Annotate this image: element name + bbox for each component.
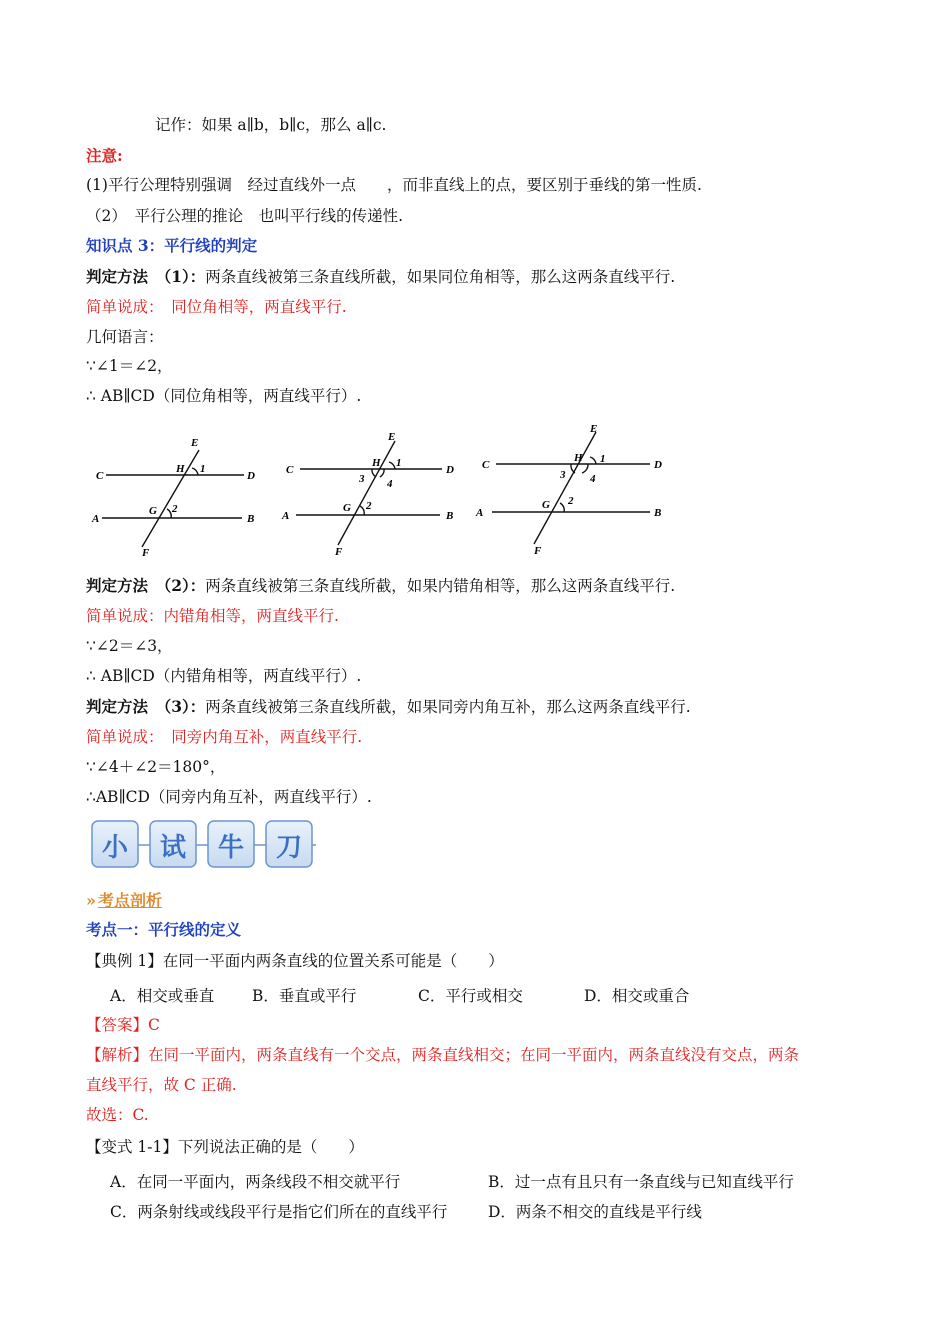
- label-g: G: [343, 502, 351, 514]
- exam-point-1-title: 考点一：平行线的定义: [86, 920, 242, 939]
- method-2: [86, 576, 675, 596]
- method-2-text: 两条直线被第三条直线所截，如果内错角相等，那么这两条直线平行.: [205, 577, 676, 595]
- label-f: F: [534, 545, 542, 557]
- label-e: E: [590, 423, 598, 435]
- method-2-simple-label: 简单说成：: [86, 607, 164, 625]
- variant-1-1-option-d: D．两条不相交的直线是平行线: [488, 1203, 702, 1221]
- diagram-same-side-interior-angles: [474, 420, 674, 562]
- method-3-because: ∵∠4＋∠2＝180°，: [86, 758, 226, 776]
- label-g: G: [542, 499, 550, 511]
- banner-tile-2: [150, 821, 196, 867]
- variant-1-1-option-c: C．两条射线或线段平行是指它们所在的直线平行: [110, 1203, 448, 1221]
- label-3: 3: [560, 469, 566, 481]
- method-1-simple: [86, 297, 347, 317]
- angle-1-arc: [192, 468, 198, 475]
- angle-4-arc: [582, 464, 588, 473]
- example-1-answer: 【答案】C: [86, 1016, 160, 1034]
- angle-1-arc: [590, 457, 596, 464]
- double-chevron-icon: »: [86, 891, 96, 910]
- diagram-corresponding-angles: [86, 432, 266, 562]
- line-ef: [534, 432, 596, 544]
- knowledge-point-3-title: 知识点 3：平行线的判定: [86, 236, 258, 255]
- label-e: E: [388, 431, 396, 443]
- label-h: H: [372, 457, 381, 469]
- example-1-analysis-line-2: 直线平行，故 C 正确.: [86, 1076, 237, 1094]
- note-title: 注意:: [86, 146, 123, 165]
- method-2-simple: [86, 606, 339, 626]
- method-2-because: ∵∠2＝∠3，: [86, 637, 173, 655]
- label-d: D: [654, 459, 662, 471]
- method-3: [86, 697, 691, 717]
- method-1-simple-label: 简单说成：: [86, 298, 156, 316]
- example-1-option-c: C．平行或相交: [418, 987, 523, 1005]
- method-3-simple-label: 简单说成：: [86, 728, 156, 746]
- method-3-simple: [86, 727, 362, 747]
- label-f: F: [335, 546, 343, 558]
- method-1-text: 两条直线被第三条直线所截，如果同位角相等，那么这两条直线平行.: [205, 268, 676, 286]
- label-h: H: [176, 463, 185, 475]
- label-2: 2: [568, 495, 574, 507]
- note-2: （2） 平行公理的推论 也叫平行线的传递性.: [86, 207, 404, 225]
- diagram-alternate-angles: [280, 427, 465, 562]
- notation-line: 记作：如果 a∥b，b∥c，那么 a∥c.: [155, 116, 387, 134]
- method-2-label: 判定方法 （2）：: [86, 576, 206, 595]
- angle-3-arc: [372, 469, 376, 477]
- example-1-question: 【典例 1】在同一平面内两条直线的位置关系可能是（ ）: [86, 952, 504, 970]
- angle-2-arc: [560, 503, 564, 512]
- label-1: 1: [600, 453, 606, 465]
- label-f: F: [142, 547, 150, 559]
- method-2-therefore: ∴ AB∥CD（内错角相等，两直线平行）.: [86, 667, 362, 685]
- banner-practice: [88, 818, 320, 874]
- label-3: 3: [359, 473, 365, 485]
- label-b: B: [654, 507, 662, 519]
- banner-tile-4: [266, 821, 312, 867]
- banner-char-4: 刀: [275, 833, 303, 863]
- method-3-label: 判定方法 （3）：: [86, 697, 206, 716]
- label-2: 2: [172, 503, 178, 515]
- method-2-simple-text: 内错角相等，两直线平行.: [163, 607, 339, 625]
- angle-2-arc: [360, 506, 364, 515]
- label-4: 4: [387, 478, 393, 490]
- method-1-label: 判定方法 （1）：: [86, 267, 206, 286]
- note-1: (1)平行公理特别强调 经过直线外一点 ，而非直线上的点，要区别于垂线的第一性质.: [86, 176, 702, 194]
- geometry-language-label: 几何语言：: [86, 328, 164, 346]
- label-d: D: [446, 464, 454, 476]
- section-title: [86, 888, 162, 911]
- line-ef: [142, 450, 199, 547]
- line-ef: [338, 441, 395, 545]
- banner-char-3: 牛: [217, 833, 245, 863]
- example-1-option-a: A．相交或垂直: [110, 987, 215, 1005]
- method-1-because: ∵∠1＝∠2，: [86, 357, 173, 375]
- label-c: C: [482, 459, 490, 471]
- method-1-simple-text: 同位角相等，两直线平行.: [171, 298, 347, 316]
- label-1: 1: [200, 463, 206, 475]
- label-c: C: [96, 470, 104, 482]
- example-1-option-d: D．相交或重合: [584, 987, 690, 1005]
- method-3-text: 两条直线被第三条直线所截，如果同旁内角互补，那么这两条直线平行.: [205, 698, 691, 716]
- label-2: 2: [366, 500, 372, 512]
- example-1-analysis-line-1: 【解析】在同一平面内，两条直线有一个交点，两条直线相交；在同一平面内，两条直线没有交点，两条: [86, 1046, 800, 1064]
- method-1: [86, 267, 675, 287]
- label-4: 4: [590, 473, 596, 485]
- method-3-therefore: ∴AB∥CD（同旁内角互补，两直线平行）.: [86, 788, 372, 806]
- angle-4-arc: [380, 469, 384, 477]
- label-c: C: [286, 464, 294, 476]
- label-e: E: [191, 437, 199, 449]
- label-a: A: [476, 507, 484, 519]
- method-3-simple-text: 同旁内角互补，两直线平行.: [171, 728, 363, 746]
- angle-2-arc: [167, 509, 171, 518]
- label-a: A: [92, 513, 100, 525]
- label-b: B: [247, 513, 255, 525]
- label-g: G: [149, 505, 157, 517]
- label-a: A: [282, 510, 290, 522]
- banner-char-2: 试: [159, 833, 187, 863]
- banner-tile-3: [208, 821, 254, 867]
- label-h: H: [574, 452, 583, 464]
- variant-1-1-question: 【变式 1-1】下列说法正确的是（ ）: [86, 1138, 364, 1156]
- banner-char-1: 小: [101, 833, 129, 863]
- angle-1-arc: [389, 462, 395, 469]
- example-1-choose: 故选：C.: [86, 1106, 149, 1124]
- method-1-therefore: ∴ AB∥CD（同位角相等，两直线平行）.: [86, 387, 362, 405]
- label-b: B: [446, 510, 454, 522]
- label-d: D: [247, 470, 255, 482]
- variant-1-1-option-b: B．过一点有且只有一条直线与已知直线平行: [488, 1173, 794, 1191]
- section-title-text: 考点剖析: [98, 891, 163, 910]
- label-1: 1: [396, 457, 402, 469]
- variant-1-1-option-a: A．在同一平面内，两条线段不相交就平行: [110, 1173, 401, 1191]
- banner-tile-1: [92, 821, 138, 867]
- example-1-option-b: B．垂直或平行: [252, 987, 357, 1005]
